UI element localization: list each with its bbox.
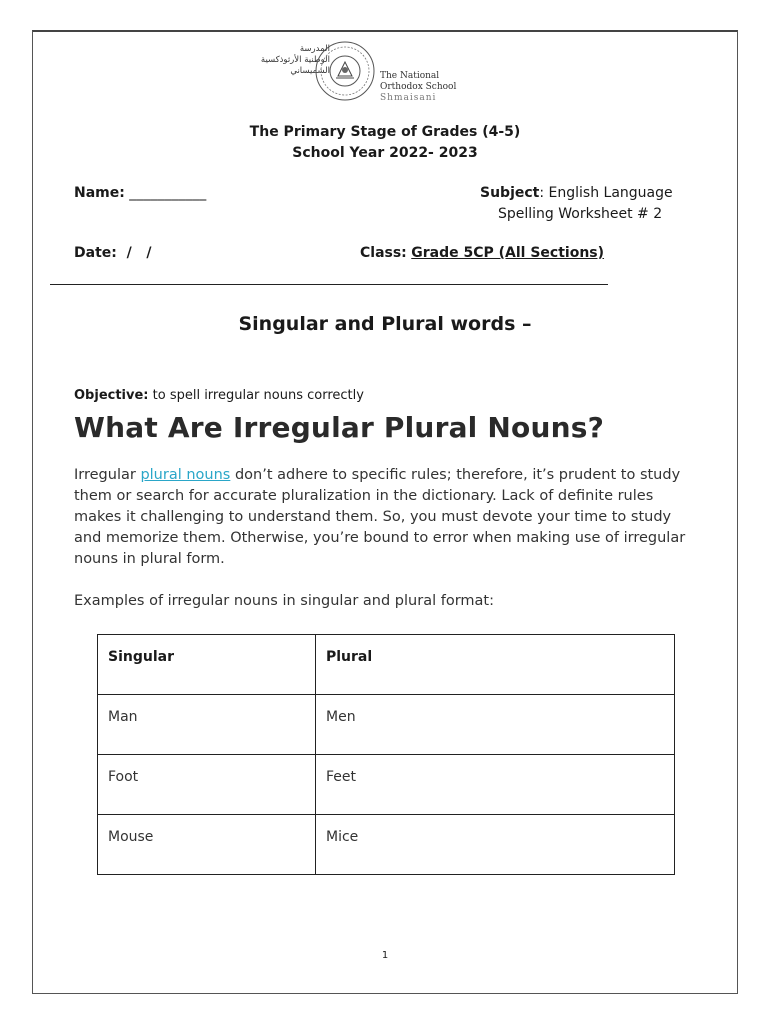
date-value: / /: [116, 245, 152, 261]
school-name-english-line: Shmaisani: [380, 93, 437, 103]
table-cell: Feet: [316, 755, 675, 815]
intro-paragraph: [74, 465, 700, 570]
objective: [74, 388, 364, 403]
section-title: Singular and Plural words –: [238, 313, 532, 335]
school-name-arabic-line: الوطنية الأرثوذكسية: [260, 55, 330, 65]
nouns-table: [97, 634, 675, 875]
table-cell: Mouse: [98, 815, 316, 875]
school-name-english-line: Orthodox School: [380, 82, 457, 92]
school-name-english-line: The National: [380, 71, 440, 81]
name-label: Name:: [74, 185, 125, 201]
class-value: Grade 5CP (All Sections): [411, 245, 605, 261]
header-divider: [50, 284, 608, 285]
table-cell: Mice: [316, 815, 675, 875]
main-heading: What Are Irregular Plural Nouns?: [74, 411, 605, 444]
worksheet-title: Spelling Worksheet # 2: [498, 206, 663, 222]
plural-nouns-link[interactable]: plural nouns: [140, 467, 231, 483]
table-row: [98, 695, 675, 755]
school-emblem-icon: [314, 40, 376, 102]
table-cell: Man: [98, 695, 316, 755]
school-name-arabic-line: المدرسة: [299, 44, 330, 54]
table-header-cell: Singular: [98, 635, 316, 695]
name-value: ___________: [124, 185, 207, 201]
table-cell: Foot: [98, 755, 316, 815]
page-number: 1: [381, 950, 389, 961]
date-field: [74, 245, 151, 261]
class-field: [360, 245, 604, 261]
subject-value: : English Language: [539, 185, 673, 201]
school-name-arabic-line: الشميساني: [290, 66, 330, 76]
date-label: Date:: [74, 245, 117, 261]
school-name-arabic: [190, 44, 330, 77]
school-year: School Year 2022- 2023: [292, 145, 478, 161]
subject-label: Subject: [480, 185, 540, 201]
stage-title: The Primary Stage of Grades (4-5): [249, 124, 521, 140]
examples-intro: Examples of irregular nouns in singular and plural format:: [74, 593, 494, 609]
objective-text: to spell irregular nouns correctly: [148, 388, 364, 403]
table-row: [98, 755, 675, 815]
class-label: Class:: [360, 245, 407, 261]
table-header-cell: Plural: [316, 635, 675, 695]
school-name-english: [380, 71, 456, 104]
objective-label: Objective:: [74, 388, 149, 403]
table-header-row: [98, 635, 675, 695]
table-cell: Men: [316, 695, 675, 755]
name-field: [74, 185, 206, 201]
paragraph-text: don’t adhere to specific rules; therefore, it’s prudent to study them or search for accurate pluralization in the dictionary. Lack of definite rules makes it challenging to understand them. So, you must devote your time to study and memorize them. Otherwise, you’re bound to error when making use of irregular nouns in plural form.: [74, 467, 686, 567]
school-stage-header: [0, 122, 770, 164]
table-row: [98, 815, 675, 875]
subject-field: [480, 185, 673, 201]
paragraph-text: Irregular: [74, 467, 141, 483]
